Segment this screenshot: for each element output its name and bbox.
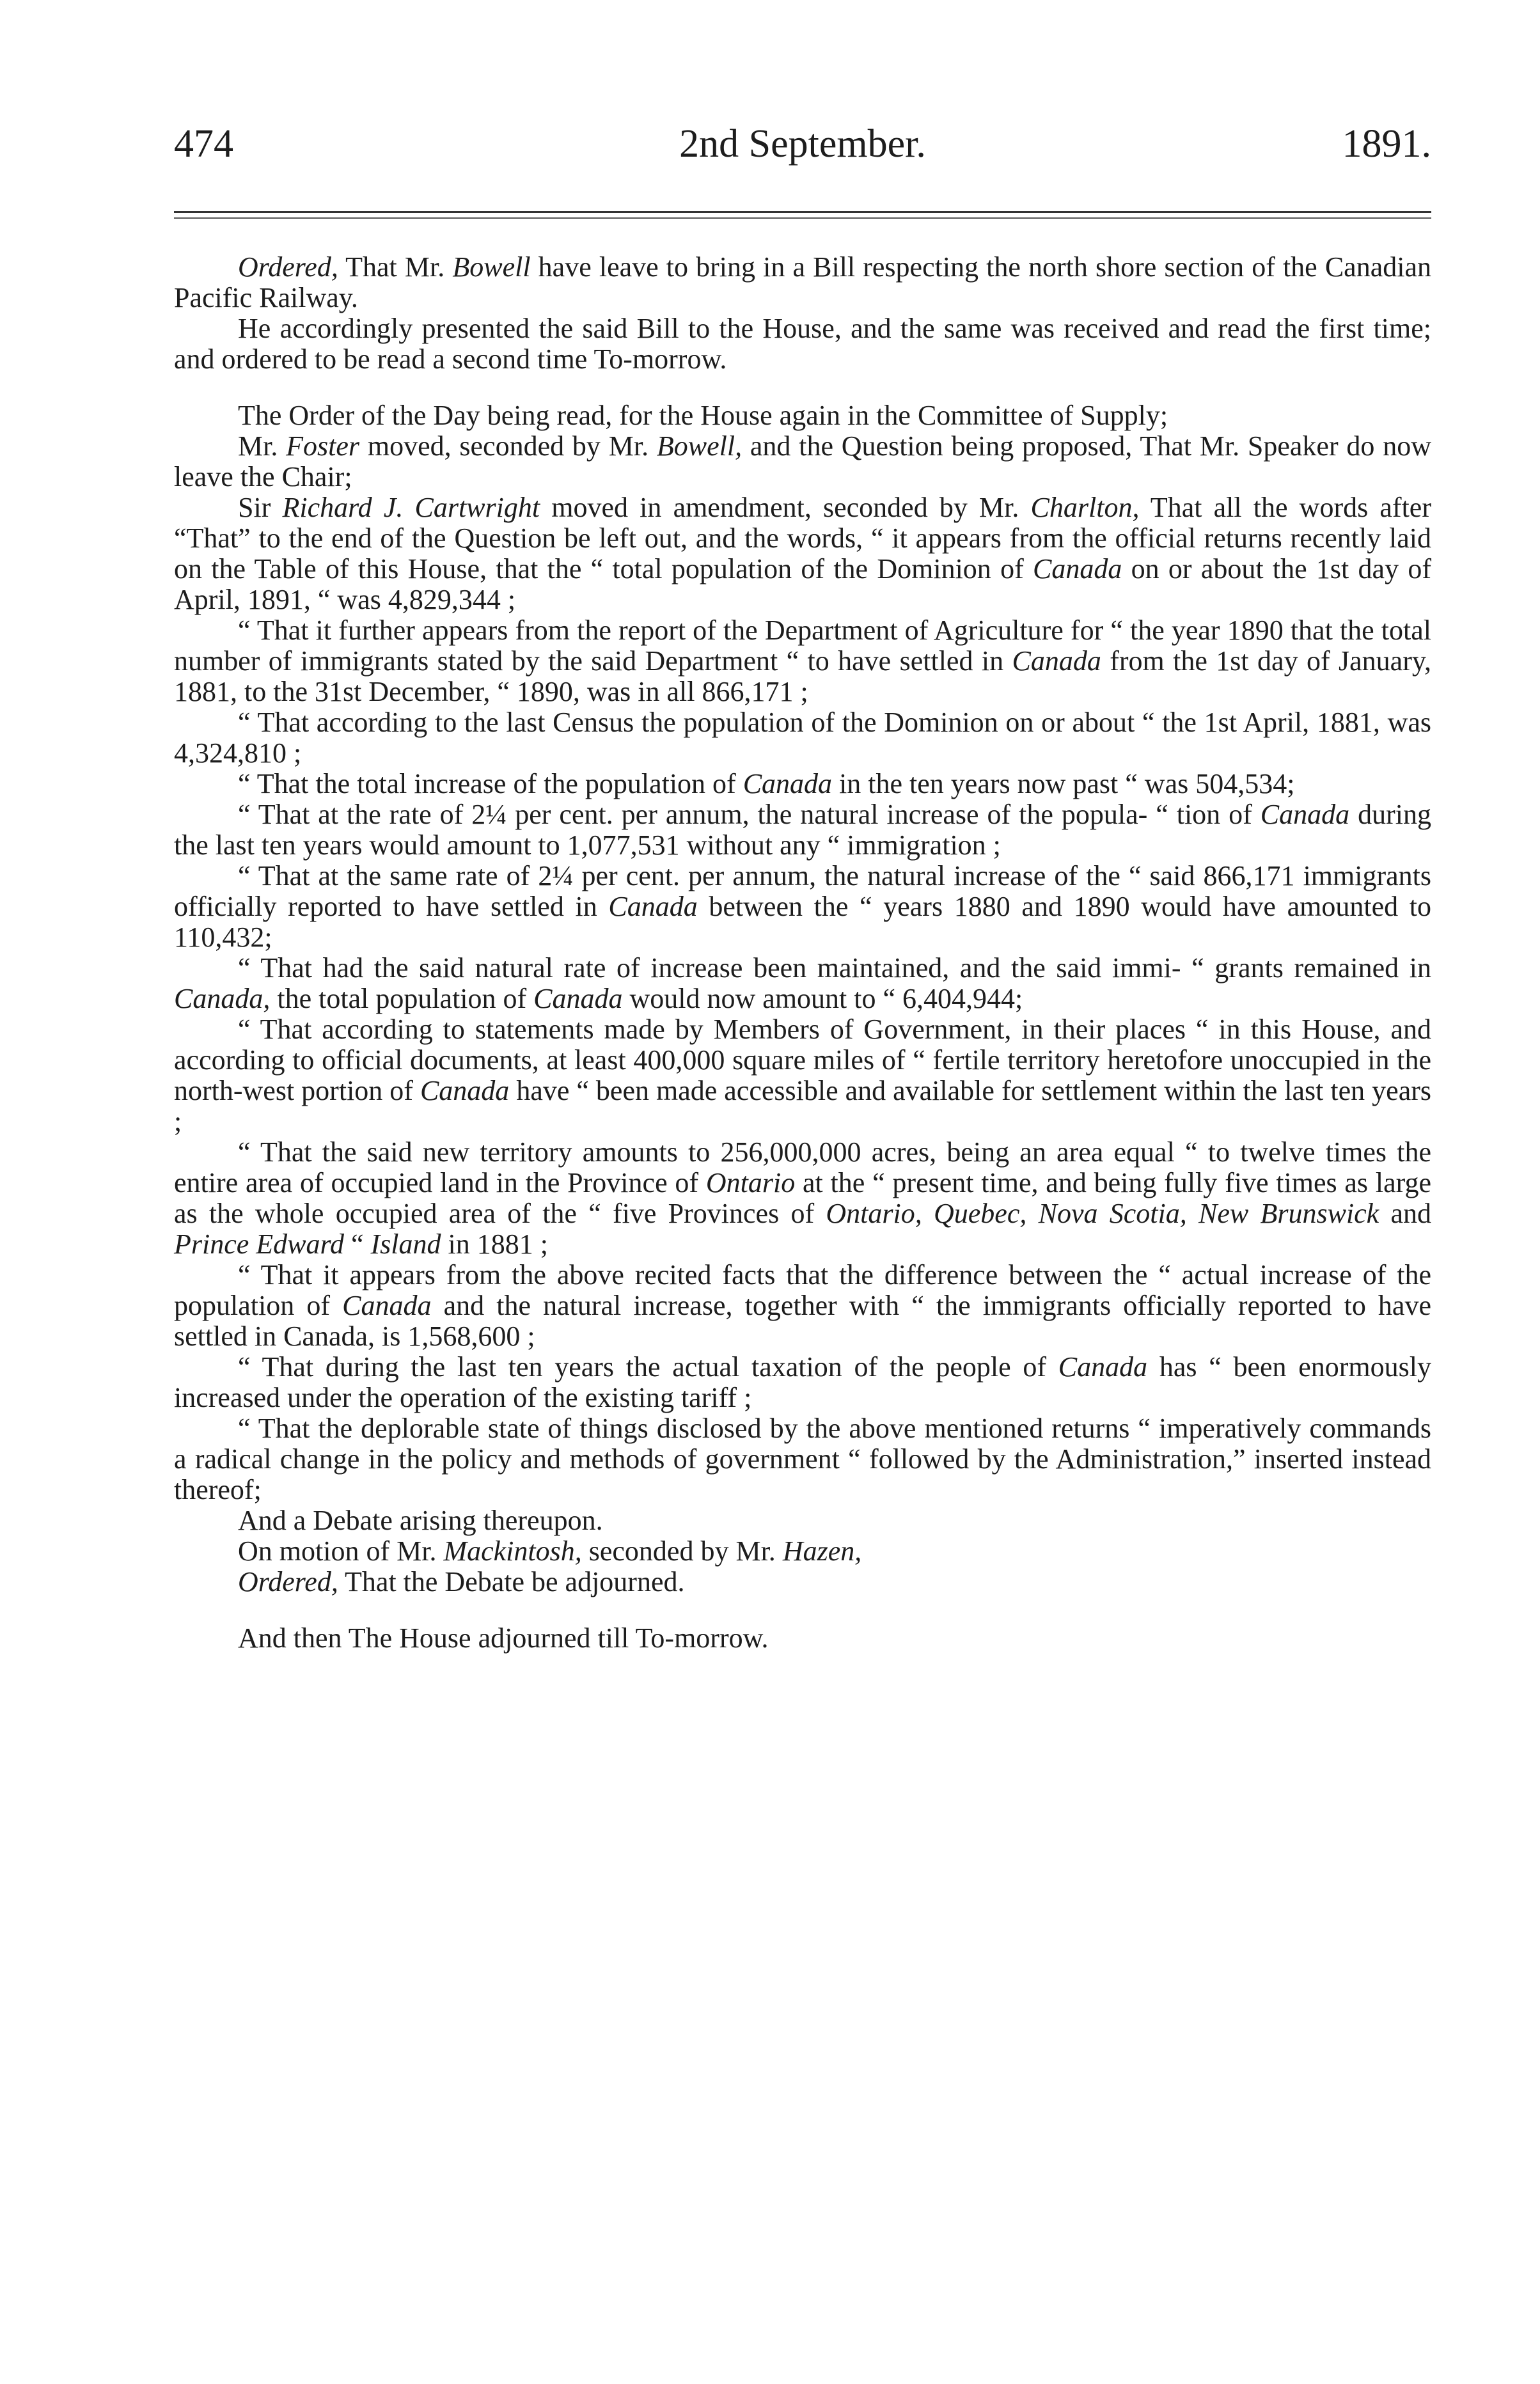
paragraph-debate: And a Debate arising thereupon.	[238, 1505, 603, 1536]
paragraph-bill-presented: He accordingly presented the said Bill to the House, and the same was received and read the first time; and ordered to be read a second time To-morrow.	[174, 313, 1431, 375]
paragraph-gap	[174, 375, 1431, 400]
quoted-clause: “ That the total increase of the population of Canada in the ten years now past “ was 504,534;	[238, 768, 1295, 799]
quoted-clause: “ That during the last ten years the actual taxation of the people of Canada has “ been enormously increased under the operation of the existing tariff ;	[174, 1351, 1431, 1413]
quoted-clause: “ That at the same rate of 2¼ per cent. per annum, the natural increase of the “ said 866,171 immigrants officially reported to have settled in Canada between the “ years 1880 and 1890 would have amounted to 110,432;	[174, 860, 1431, 953]
page-header	[174, 122, 1431, 179]
quoted-clause: “ That at the rate of 2¼ per cent. per annum, the natural increase of the popula- “ tion of Canada during the last ten years would amount to 1,077,531 without any “ immigration ;	[174, 799, 1431, 861]
quoted-clause: “ That had the said natural rate of increase been maintained, and the said immi- “ grants remained in Canada, the total population of Canada would now amount to “ 6,404,944;	[174, 952, 1431, 1014]
quoted-clause: “ That it further appears from the report of the Department of Agriculture for “ the year 1890 that the total number of immigrants stated by the said Department “ to have settled in Canada from the 1st day of January, 1881, to the 31st December, “ 1890, was in all 866,171 ;	[174, 615, 1431, 707]
header-date: 2nd September.	[679, 122, 926, 166]
header-year: 1891.	[1342, 122, 1431, 166]
paragraph-motion-adjourn: On motion of Mr. Mackintosh, seconded by Mr. Hazen,	[238, 1535, 862, 1567]
paragraph-order-bill: Ordered, That Mr. Bowell have leave to bring in a Bill respecting the north shore section of the Canadian Pacific Railway.	[174, 251, 1431, 313]
quoted-clause: “ That the deplorable state of things disclosed by the above mentioned returns “ imperatively commands a radical change in the policy and methods of government “ followed by the Administration,” inserted instead thereof;	[174, 1413, 1431, 1505]
journal-body	[174, 252, 1431, 1654]
paragraph-order-of-day: The Order of the Day being read, for the House again in the Committee of Supply;	[238, 400, 1168, 431]
page-number: 474	[174, 122, 233, 166]
header-rule	[174, 211, 1431, 213]
paragraph-amendment: Sir Richard J. Cartwright moved in amendment, seconded by Mr. Charlton, That all the words after “That” to the end of the Question be left out, and the words, “ it appears from the official returns recently laid on the Table of this House, that the “ total population of the Dominion of Canada on or about the 1st day of April, 1891, “ was 4,829,344 ;	[174, 492, 1431, 615]
quoted-clause: “ That according to statements made by Members of Government, in their places “ in this House, and according to official documents, at least 400,000 square miles of “ fertile territory heretofore unoccupied in the north-west portion of Canada have “ been made accessible and available for settlement within the last ten years ;	[174, 1014, 1431, 1137]
paragraph-house-adjourned: And then The House adjourned till To-morrow.	[238, 1622, 769, 1654]
paragraph-motion: Mr. Foster moved, seconded by Mr. Bowell, and the Question being proposed, That Mr. Speaker do now leave the Chair;	[174, 430, 1431, 492]
quoted-clause: “ That it appears from the above recited facts that the difference between the “ actual increase of the population of Canada and the natural increase, together with “ the immigrants officially reported to have settled in Canada, is 1,568,600 ;	[174, 1259, 1431, 1352]
quoted-clause: “ That the said new territory amounts to 256,000,000 acres, being an area equal “ to twelve times the entire area of occupied land in the Province of Ontario at the “ present time, and being fully five times as large as the whole occupied area of the “ five Provinces of Ontario, Quebec, Nova Scotia, New Brunswick and Prince Edward “ Island in 1881 ;	[174, 1136, 1432, 1260]
quoted-clause: “ That according to the last Census the population of the Dominion on or about “ the 1st April, 1881, was 4,324,810 ;	[174, 707, 1431, 769]
header-rule-secondary	[174, 217, 1431, 219]
paragraph-debate-adjourned: Ordered, That the Debate be adjourned.	[238, 1566, 685, 1597]
